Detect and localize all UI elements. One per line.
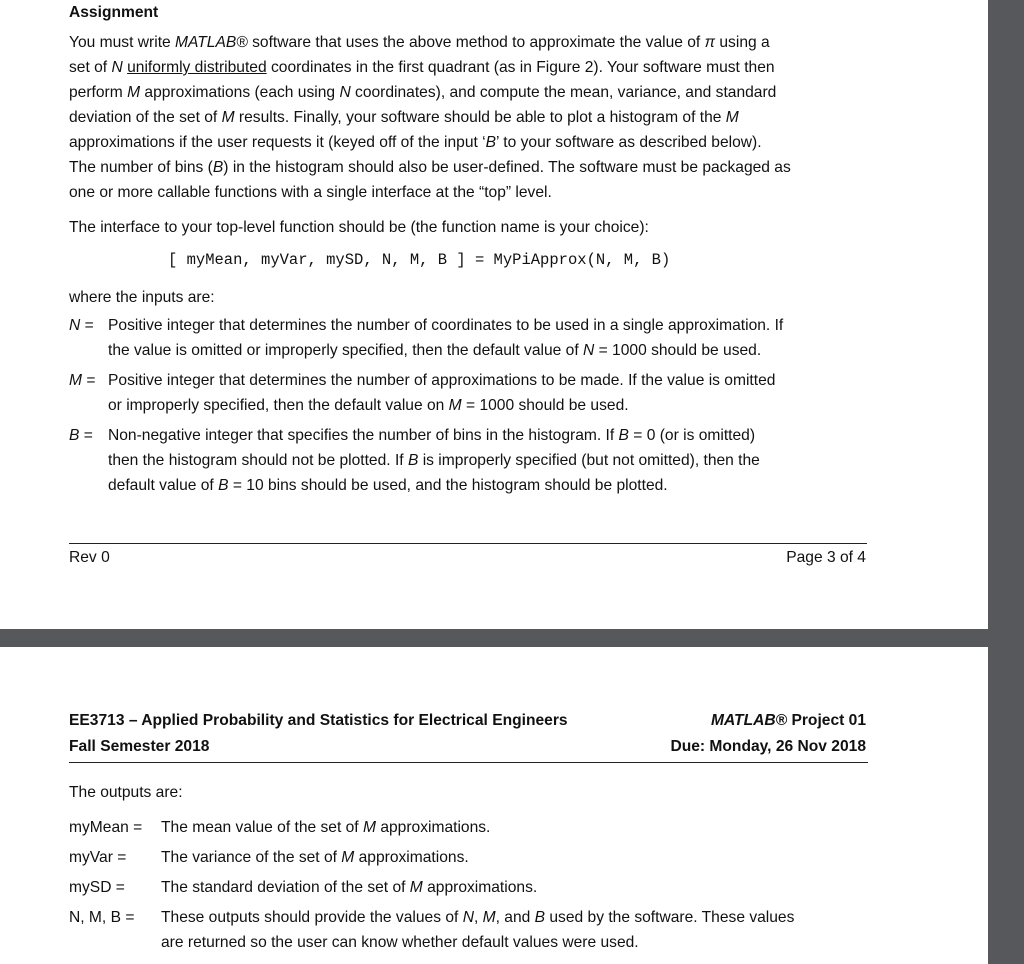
input-description-line: default value of B = 10 bins should be used, and the histogram should be plotted. (108, 477, 668, 494)
output-key: myVar = (69, 849, 127, 866)
semester: Fall Semester 2018 (69, 738, 210, 755)
output-description-line: are returned so the user can know whether default values were used. (161, 934, 639, 951)
assignment-paragraph (69, 30, 791, 205)
outputs-intro: The outputs are: (69, 784, 183, 801)
output-description-line: The mean value of the set of M approximations. (161, 819, 491, 836)
paragraph-line: You must write MATLAB® software that uses the above method to approximate the value of π using a (69, 34, 770, 51)
output-description-line: The standard deviation of the set of M approximations. (161, 879, 538, 896)
paragraph-line: perform M approximations (each using N coordinates), and compute the mean, variance, and standard (69, 84, 777, 101)
output-description-line: These outputs should provide the values of N, M, and B used by the software. These values (161, 909, 795, 926)
paragraph-line: set of N uniformly distributed coordinates in the first quadrant (as in Figure 2). Your software must then (69, 59, 775, 76)
paragraph-line: one or more callable functions with a single interface at the “top” level. (69, 184, 552, 201)
interface-intro: The interface to your top-level function should be (the function name is your choice): (69, 219, 649, 236)
footer-rule (69, 543, 867, 544)
function-signature: [ myMean, myVar, mySD, N, M, B ] = MyPiApprox(N, M, B) (168, 251, 671, 269)
header-rule (69, 762, 868, 763)
section-heading: Assignment (69, 4, 159, 21)
input-description-line: Positive integer that determines the number of approximations to be made. If the value is omitted (108, 372, 776, 389)
input-description-line: Positive integer that determines the number of coordinates to be used in a single approximation. If (108, 317, 784, 334)
output-key: mySD = (69, 879, 125, 896)
input-description-line: or improperly specified, then the default value on M = 1000 should be used. (108, 397, 629, 414)
input-description-line: Non-negative integer that specifies the number of bins in the histogram. If B = 0 (or is omitted) (108, 427, 756, 444)
paragraph-line: The number of bins (B) in the histogram should also be user-defined. The software must be packaged as (69, 159, 791, 176)
output-key: myMean = (69, 819, 143, 836)
footer-revision: Rev 0 (69, 549, 110, 566)
input-key: M = (69, 372, 96, 389)
due-date: Due: Monday, 26 Nov 2018 (670, 738, 866, 755)
course-title: EE3713 – Applied Probability and Statistics for Electrical Engineers (69, 712, 568, 729)
project-suffix: Project 01 (787, 712, 866, 729)
project-name: MATLAB® (710, 712, 788, 729)
document-page-4 (0, 647, 988, 964)
inputs-intro: where the inputs are: (69, 289, 215, 306)
paragraph-line: deviation of the set of M results. Finally, your software should be able to plot a histogram of the M (69, 109, 739, 126)
output-key: N, M, B = (69, 909, 135, 926)
paragraph-line: approximations if the user requests it (keyed off of the input ‘B’ to your software as described below). (69, 134, 762, 151)
scrollbar[interactable] (988, 0, 1024, 964)
input-key: B = (69, 427, 93, 444)
footer-page-number: Page 3 of 4 (786, 549, 866, 566)
input-description-line: the value is omitted or improperly specified, then the default value of N = 1000 should be used. (108, 342, 762, 359)
input-description-line: then the histogram should not be plotted. If B is improperly specified (but not omitted), then the (108, 452, 760, 469)
input-key: N = (69, 317, 94, 334)
output-description-line: The variance of the set of M approximations. (161, 849, 469, 866)
project-title (600, 708, 866, 733)
